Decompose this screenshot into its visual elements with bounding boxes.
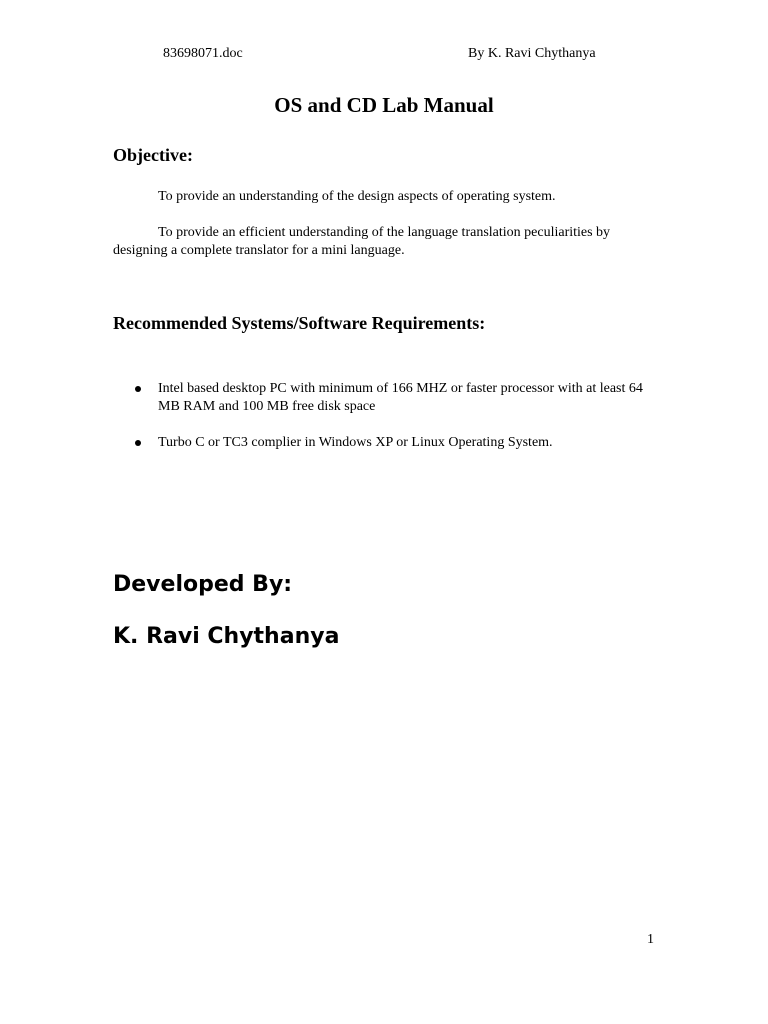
requirement-text: Turbo C or TC3 complier in Windows XP or Linux Operating System. bbox=[158, 435, 553, 450]
bullet-icon bbox=[135, 440, 141, 446]
objective-heading: Objective: bbox=[113, 145, 193, 165]
developed-by-label: Developed By: bbox=[113, 572, 293, 597]
list-item bbox=[113, 434, 653, 452]
objective-paragraph-1: To provide an understanding of the design aspects of operating system. bbox=[158, 189, 556, 204]
header-author: By K. Ravi Chythanya bbox=[468, 46, 596, 61]
page-number: 1 bbox=[647, 932, 654, 947]
document-title: OS and CD Lab Manual bbox=[274, 93, 494, 117]
developer-name: K. Ravi Chythanya bbox=[113, 624, 340, 649]
objective-paragraph-2: To provide an efficient understanding of the language translation peculiarities by designing a complete translator for a mini language. bbox=[113, 225, 611, 258]
requirements-list bbox=[113, 380, 653, 470]
header-filename: 83698071.doc bbox=[163, 46, 243, 61]
list-item bbox=[113, 380, 653, 416]
bullet-icon bbox=[135, 386, 141, 392]
requirements-heading: Recommended Systems/Software Requirements: bbox=[113, 313, 486, 333]
requirement-text: Intel based desktop PC with minimum of 166 MHZ or faster processor with at least 64 MB RAM and 100 MB free disk space bbox=[158, 381, 643, 414]
